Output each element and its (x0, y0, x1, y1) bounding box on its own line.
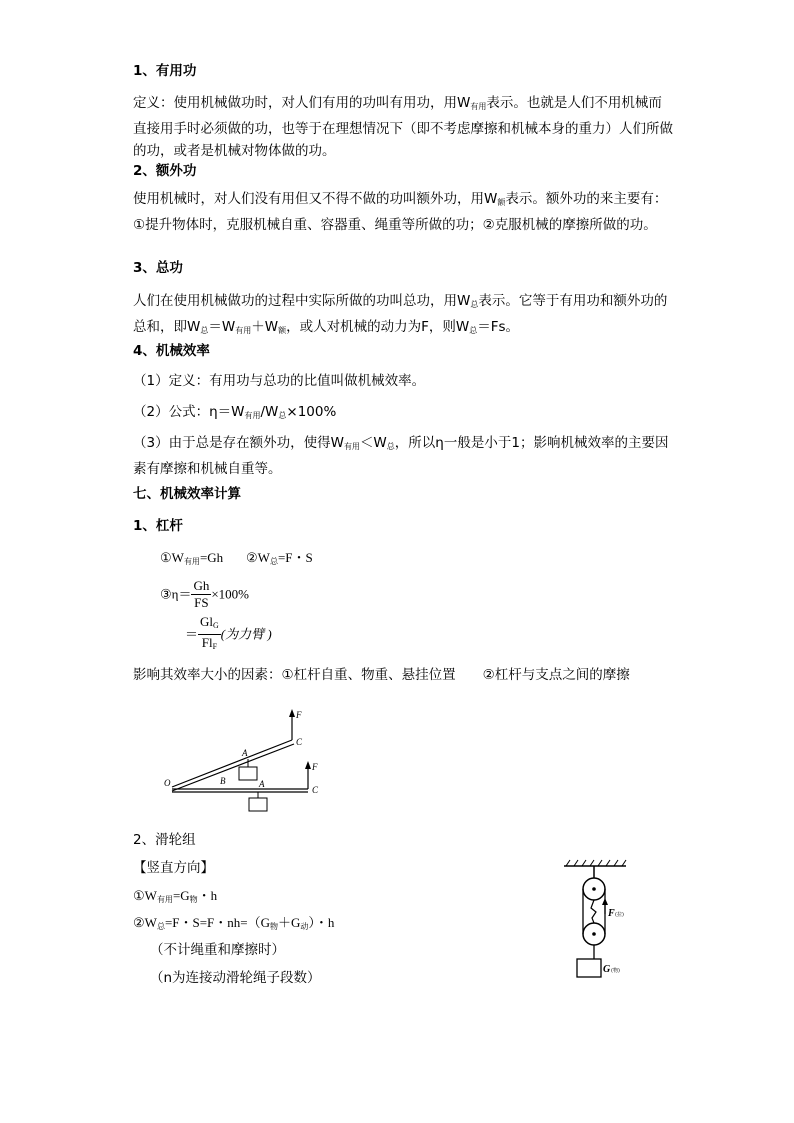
label-A-lower: A (259, 779, 265, 789)
label-B: B (220, 776, 226, 786)
heading-useful-work: 1、有用功 (133, 63, 197, 79)
pulley-total-formula: $②W_总=F$・S=F・$nh=(G_物+G_动)$・h (133, 915, 335, 931)
pulley-useful-formula: $①W_{有用}=G_物$・h (133, 888, 218, 904)
label-F-pull: F (608, 908, 615, 919)
paragraph-extra-work: 使用机械时，对人们没有用但又不得不做的功叫额外功，用$W_额$表示。额外功的来主要有：①提升物体时，克服机械自重、容器重、绳重等所做的功；②克服机械的摩擦所做的功。 (133, 191, 668, 233)
pulley-note-no-friction: （不计绳重和摩擦时） (150, 942, 285, 958)
label-F-lower: F (312, 762, 318, 772)
heading-lever: 1、杠杆 (133, 518, 183, 534)
heading-efficiency: 4、机械效率 (133, 343, 210, 359)
lever-factors: 影响其效率大小的因素：①杠杆自重、物重、悬挂位置 ②杠杆与支点之间的摩擦 (133, 667, 630, 683)
label-F-upper: F (296, 710, 302, 720)
lever-efficiency-formula: ③η＝ $\frac{Gh}{FS}$ ×100% (160, 578, 250, 610)
heading-total-work: 3、总功 (133, 260, 183, 276)
heading-extra-work: 2、额外功 (133, 163, 197, 179)
paragraph-useful-work: 定义：使用机械做功时，对人们有用的功叫有用功，用$W_{有用}$表示。也就是人们不用机械而直接用手时必须做的功，也等于在理想情况下（即不考虑摩擦和机械本身的重力）人们所做的功，或者是机械对物体做的功。 (133, 95, 673, 159)
efficiency-formula: （2）公式：$\eta=W_{有用}/W_总\times 100\%$ (133, 404, 337, 420)
heading-efficiency-calc: 七、机械效率计算 (133, 486, 241, 502)
efficiency-definition: （1）定义：有用功与总功的比值叫做机械效率。 (133, 373, 426, 389)
heading-pulley: 2、滑轮组 (133, 832, 196, 848)
efficiency-note: （3）由于总是存在额外功，使得$W_{有用}<W_总$，所以η一般是小于1；影响机械效率的主要因素有摩擦和机械自重等。 (133, 435, 669, 477)
label-C-lower: C (312, 785, 319, 795)
lever-total-formula: $②W_总=F$・S (246, 550, 313, 566)
label-C-upper: C (296, 737, 303, 747)
label-G-object: G (603, 964, 611, 975)
pulley-diagram (560, 858, 640, 983)
label-A-upper: A (242, 748, 248, 758)
label-O: O (164, 778, 171, 788)
lever-useful-formula: $①W_{有用}=Gh$ (160, 550, 224, 566)
pulley-vertical-label: 【竖直方向】 (133, 860, 214, 876)
lever-efficiency-arm-formula: ＝ $\frac{Gl_G}{Fl_F}$ (为力臂 ) (185, 614, 272, 651)
lever-diagram (160, 700, 340, 820)
pulley-note-n: （n为连接动滑轮绳子段数） (150, 970, 321, 986)
label-G-object-sub: (物) (611, 968, 620, 974)
paragraph-total-work: 人们在使用机械做功的过程中实际所做的功叫总功，用$W_总$表示。它等于有用功和额外功的总和，即$W_总=W_{有用}+W_额$，或人对机械的动力为F，则$W_总=Fs$。 (133, 293, 668, 335)
label-F-pull-sub: (拉) (615, 912, 624, 918)
